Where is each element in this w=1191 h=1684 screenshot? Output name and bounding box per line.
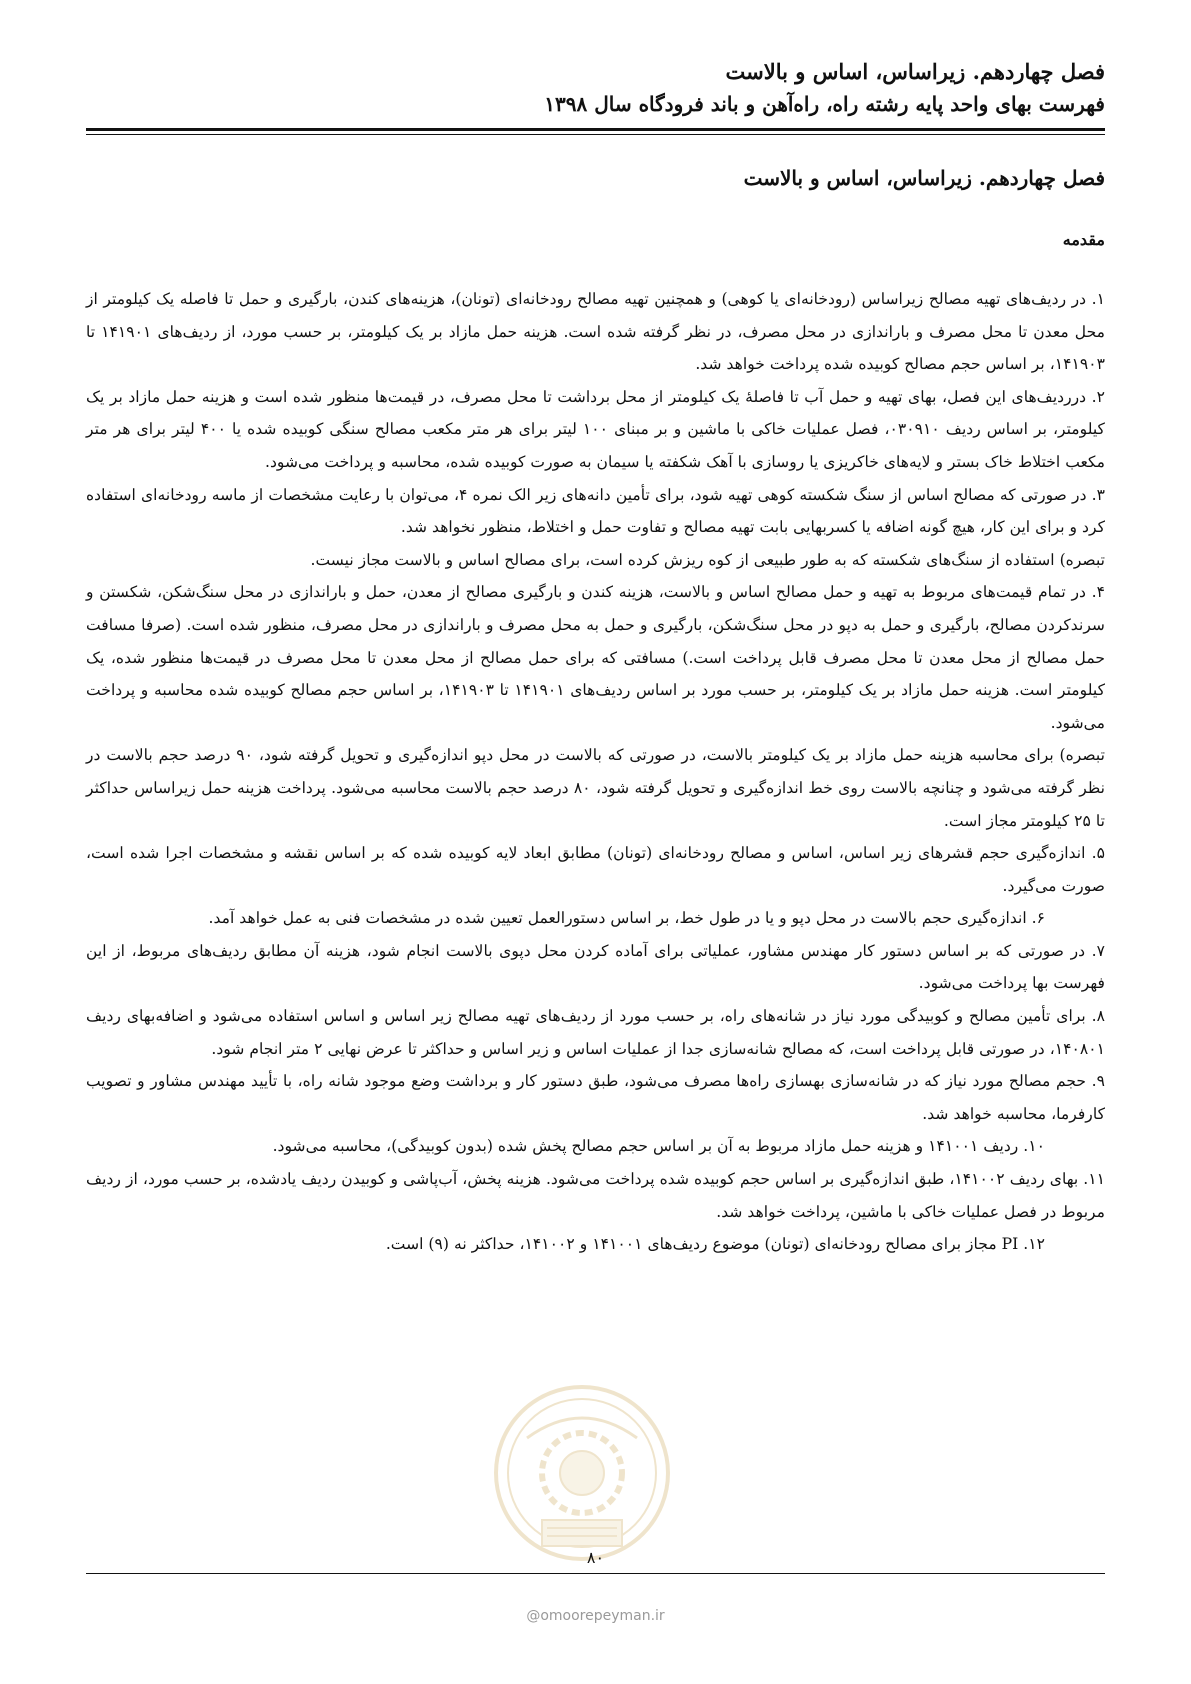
header-rule-thin — [86, 134, 1105, 135]
paragraph-4-note: تبصره) برای محاسبه هزینه حمل مازاد بر یک کیلومتر بالاست، در صورتی که بالاست در محل دپو اندازه‌گیری و تحویل گرفته شود، ۹۰ درصد حجم بالاست در نظر گرفته می‌شود و چنانچه بالاست روی خط اندازه‌گیری و تحویل گرفته شود، ۸۰ درصد حجم بالاست محاسبه می‌شود. پرداخت هزینه حمل زیراساس حداکثر تا ۲۵ کیلومتر مجاز است. — [86, 746, 1105, 830]
paragraph-10: ۱۰. ردیف ۱۴۱۰۰۱ و هزینه حمل مازاد مربوط به آن بر اساس حجم مصالح پخش شده (بدون کوبیدگی)، محاسبه می‌شود. — [272, 1137, 1045, 1156]
section-subtitle: مقدمه — [1062, 230, 1105, 249]
header-price-list-title: فهرست بهای واحد پایه رشته راه، راه‌آهن و باند فرودگاه سال ۱۳۹۸ — [544, 92, 1105, 116]
paragraph-3-note: تبصره) استفاده از سنگ‌های شکسته که به طور طبیعی از کوه ریزش کرده است، برای مصالح اساس و بالاست مجاز نیست. — [310, 550, 1105, 569]
watermark-url: @omoorepeyman.ir — [526, 1608, 665, 1624]
paragraph-8: ۸. برای تأمین مصالح و کوبیدگی مورد نیاز در شانه‌های راه، بر حسب مورد از ردیف‌های تهیه مصالح زیر اساس و اساس استفاده می‌شود و اضافه‌بهای ردیف ۱۴۰۸۰۱، در صورتی قابل پرداخت است، که مصالح شانه‌سازی جدا از عملیات اساس و زیر اساس و حداکثر تا عرض نهایی ۲ متر انجام شود. — [86, 1007, 1105, 1058]
paragraph-5: ۵. اندازه‌گیری حجم قشرهای زیر اساس، اساس و مصالح رودخانه‌ای (تونان) مطابق ابعاد لایه کوبیده شده که بر اساس نقشه و مشخصات اجرا شده است، صورت می‌گیرد. — [86, 844, 1105, 895]
paragraph-3: ۳. در صورتی که مصالح اساس از سنگ شکسته کوهی تهیه شود، برای تأمین دانه‌های زیر الک نمره ۴، می‌توان با رعایت مشخصات از ماسه رودخانه‌ای استفاده کرد و برای این کار، هیچ گونه اضافه یا کسربهایی بابت تهیه مصالح و تفاوت حمل و اختلاط، منظور نخواهد شد. — [86, 485, 1105, 537]
header-chapter-title: فصل چهاردهم. زیراساس، اساس و بالاست — [725, 59, 1105, 84]
paragraph-9: ۹. حجم مصالح مورد نیاز که در شانه‌سازی بهسازی راه‌ها مصرف می‌شود، طبق دستور کار و برداشت وضع موجود شانه راه، با تأیید مهندس مشاور و تصویب کارفرما، محاسبه خواهد شد. — [86, 1072, 1105, 1123]
paragraph-1: ۱. در ردیف‌های تهیه مصالح زیراساس (رودخانه‌ای یا کوهی) و همچنین تهیه مصالح رودخانه‌ای (تونان)، هزینه‌های کندن، بارگیری و حمل تا فاصله یک کیلومتر از محل معدن تا محل مصرف و باراندازی در محل مصرف، در نظر گرفته شده است. هزینه حمل مازاد بر یک کیلومتر، بر حسب مورد، از ردیف‌های ۱۴۱۹۰۱ تا ۱۴۱۹۰۳، بر اساس حجم مصالح کوبیده شده پرداخت خواهد شد. — [86, 290, 1105, 374]
paragraph-2: ۲. درردیف‌های این فصل، بهای تهیه و حمل آب تا فاصلهٔ یک کیلومتر از محل برداشت تا محل مصرف، در قیمت‌ها منظور شده است و هزینه حمل مازاد بر یک کیلومتر، بر اساس ردیف ۰۳۰۹۱۰، فصل عملیات خاکی با ماشین و بر مبنای ۱۰۰ لیتر برای هر متر مکعب مصالح سنگی کوبیده شده یا ۴۰۰ لیتر برای هر متر مکعب اختلاط خاک بستر و لایه‌های خاکریزی یا روسازی با آهک شکفته یا سیمان به صورت کوبیده شده، محاسبه و پرداخت می‌شود. — [86, 387, 1105, 471]
body-text — [86, 283, 1105, 1261]
footer-rule — [86, 1573, 1105, 1574]
paragraph-12: ۱۲. PI مجاز برای مصالح رودخانه‌ای (تونان) موضوع ردیف‌های ۱۴۱۰۰۱ و ۱۴۱۰۰۲، حداکثر نه (۹) است. — [385, 1235, 1045, 1254]
paragraph-7: ۷. در صورتی که بر اساس دستور کار مهندس مشاور، عملیاتی برای آماده کردن محل دپوی بالاست انجام شود، هزینه آن مطابق ردیف‌های مربوط، از این فهرست بها پرداخت می‌شود. — [86, 941, 1105, 993]
paragraph-4: ۴. در تمام قیمت‌های مربوط به تهیه و حمل مصالح اساس و بالاست، هزینه کندن و بارگیری مصالح از معدن، حمل و باراندازی در محل سنگ‌شکن، شکستن و سرندکردن مصالح، بارگیری و حمل به دپو در محل سنگ‌شکن، بارگیری و حمل به محل مصرف و باراندازی در محل مصرف، منظور شده است. (صرفا مسافت حمل مصالح از محل معدن تا محل مصرف قابل پرداخت است.) مسافتی که برای حمل مصالح از محل معدن تا محل مصرف در قیمت‌ها منظور شده، یک کیلومتر است. هزینه حمل مازاد بر یک کیلومتر، بر حسب مورد بر اساس ردیف‌های ۱۴۱۹۰۱ تا ۱۴۱۹۰۳، بر اساس حجم مصالح کوبیده شده محاسبه و پرداخت می‌شود. — [86, 583, 1106, 732]
chapter-title: فصل چهاردهم. زیراساس، اساس و بالاست — [743, 166, 1105, 190]
paragraph-11: ۱۱. بهای ردیف ۱۴۱۰۰۲، طبق اندازه‌گیری بر اساس حجم کوبیده شده پرداخت می‌شود. هزینه پخش، آب‌پاشی و کوبیدن ردیف یادشده، بر حسب مورد، از ردیف مربوط در فصل عملیات خاکی با ماشین، پرداخت خواهد شد. — [86, 1170, 1105, 1221]
paragraph-6: ۶. اندازه‌گیری حجم بالاست در محل دپو و یا در طول خط، بر اساس دستورالعمل تعیین شده در مشخصات فنی به عمل خواهد آمد. — [208, 909, 1045, 928]
page-number: ۸۰ — [586, 1548, 605, 1567]
page-header — [90, 56, 1105, 120]
header-rule-thick — [86, 128, 1105, 131]
